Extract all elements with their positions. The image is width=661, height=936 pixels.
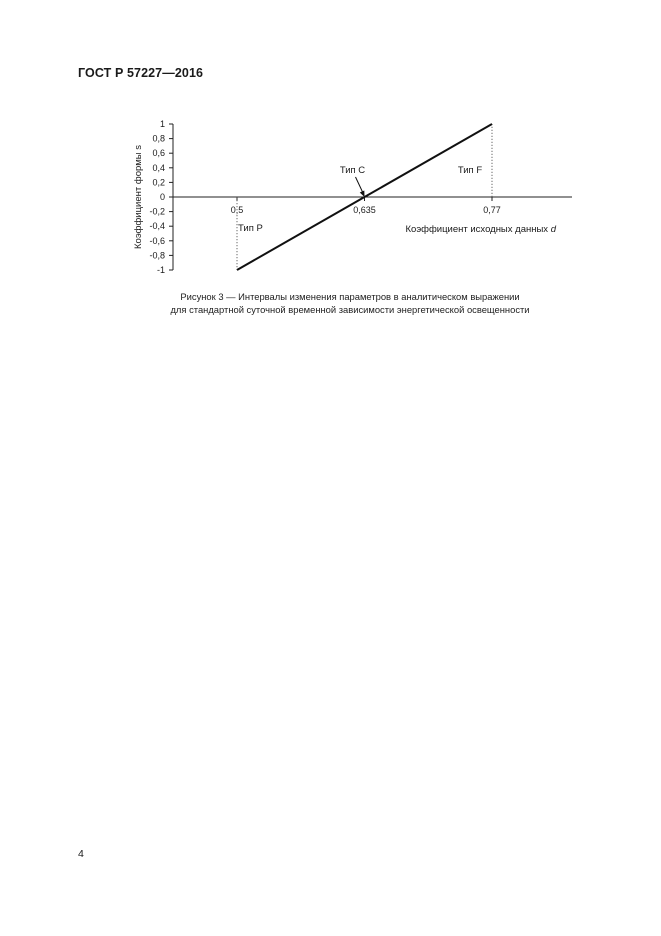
y-tick-label: -0,2 bbox=[149, 206, 165, 217]
y-tick-label: -0,8 bbox=[149, 250, 165, 261]
chart-svg bbox=[0, 0, 661, 290]
figure-caption-line-1: Рисунок 3 — Интервалы изменения параметров в аналитическом выражении bbox=[180, 291, 520, 302]
y-tick-label: 0 bbox=[159, 192, 165, 202]
y-tick-label: -0,6 bbox=[149, 235, 165, 246]
x-tick-label: 0,5 bbox=[230, 205, 244, 215]
figure-chart bbox=[0, 0, 661, 290]
annotation-label: Тип P bbox=[238, 223, 263, 234]
y-axis-label: Коэффициент формы s bbox=[133, 144, 144, 250]
annotation-label: Тип F bbox=[457, 165, 483, 176]
page-number: 4 bbox=[78, 848, 84, 860]
y-tick-label: -1 bbox=[156, 265, 165, 275]
y-tick-label: 0,2 bbox=[152, 177, 165, 188]
document-code: ГОСТ Р 57227—2016 bbox=[78, 66, 204, 80]
y-tick-label: 1 bbox=[159, 119, 165, 129]
x-tick-label: 0,77 bbox=[483, 205, 501, 215]
annotation-label: Тип C bbox=[339, 165, 366, 176]
x-tick-label: 0,635 bbox=[353, 205, 376, 215]
figure-caption-line-2: для стандартной суточной временной зависимости энергетической освещенности bbox=[170, 304, 530, 315]
y-tick-label: 0,4 bbox=[152, 162, 165, 173]
y-tick-label: 0,8 bbox=[152, 133, 165, 144]
y-tick-label: -0,4 bbox=[149, 221, 165, 232]
x-axis-label bbox=[406, 224, 557, 235]
x-axis-label-symbol: d bbox=[550, 224, 556, 235]
x-axis-label-text: Коэффициент исходных данных bbox=[405, 224, 551, 235]
y-tick-label: 0,6 bbox=[152, 148, 165, 159]
